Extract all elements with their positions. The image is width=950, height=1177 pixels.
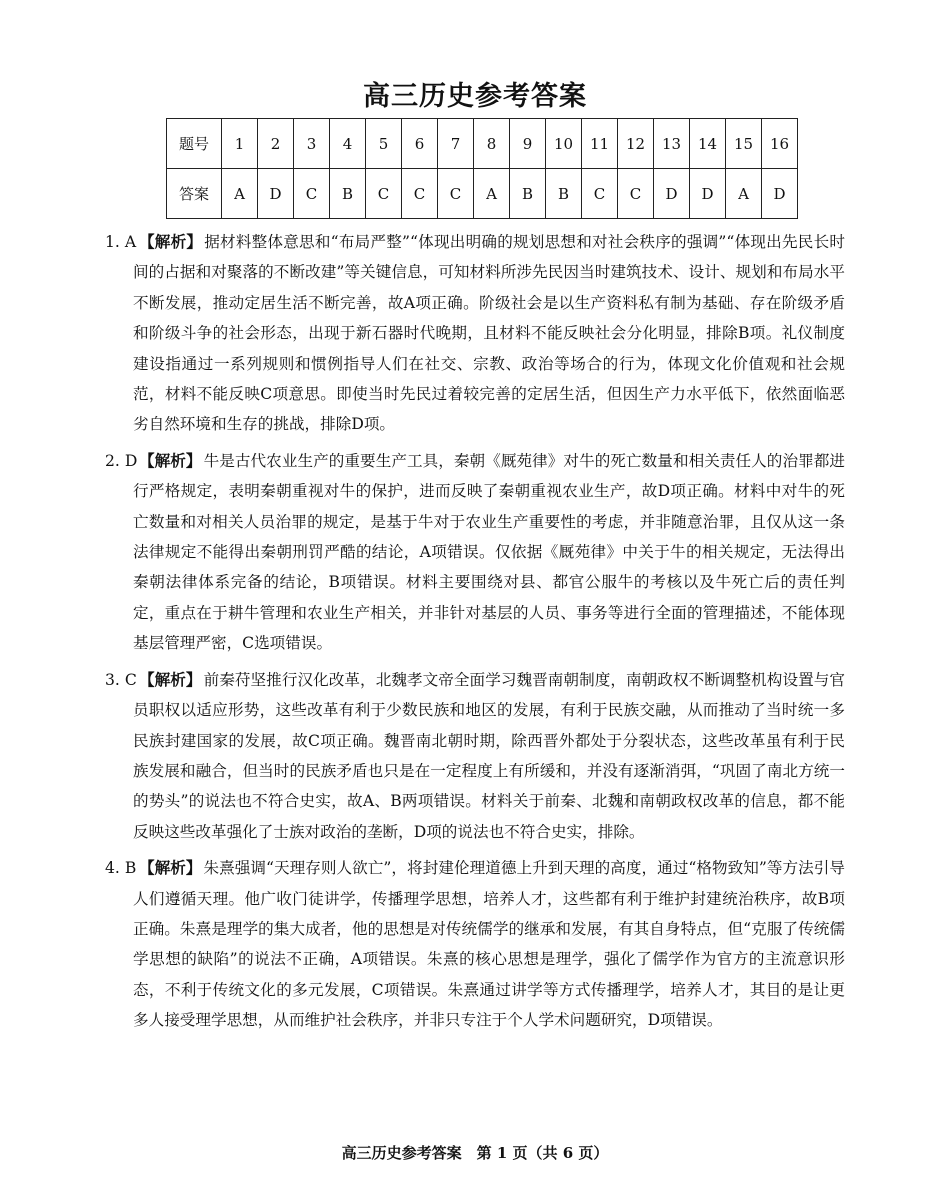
question-number-cell: 14 bbox=[690, 119, 726, 169]
question-number-cell: 15 bbox=[726, 119, 762, 169]
row-header-question: 题号 bbox=[167, 119, 222, 169]
question-number-cell: 4 bbox=[330, 119, 366, 169]
item-number: 2. D bbox=[105, 451, 138, 470]
question-number-cell: 16 bbox=[762, 119, 798, 169]
answer-cell: B bbox=[330, 169, 366, 219]
question-number-row bbox=[167, 119, 798, 169]
answer-cell: D bbox=[654, 169, 690, 219]
analysis-tag: 【解析】 bbox=[139, 858, 202, 878]
answer-cell: A bbox=[222, 169, 258, 219]
answer-cell: C bbox=[618, 169, 654, 219]
analysis-tag: 【解析】 bbox=[139, 669, 202, 689]
question-number-cell: 13 bbox=[654, 119, 690, 169]
answer-cell: C bbox=[366, 169, 402, 219]
answer-cell: C bbox=[438, 169, 474, 219]
explanation-list bbox=[105, 227, 845, 1042]
answer-cell: D bbox=[762, 169, 798, 219]
question-number-cell: 3 bbox=[294, 119, 330, 169]
item-number: 3. C bbox=[105, 670, 137, 689]
analysis-tag: 【解析】 bbox=[139, 232, 203, 251]
page-title: 高三历史参考答案 bbox=[363, 81, 587, 112]
answer-cell: C bbox=[582, 169, 618, 219]
question-number-cell: 6 bbox=[402, 119, 438, 169]
question-number-cell: 5 bbox=[366, 119, 402, 169]
page-footer: 高三历史参考答案 第 1 页（共 6 页） bbox=[341, 1144, 609, 1162]
answer-cell: B bbox=[546, 169, 582, 219]
answer-row bbox=[167, 169, 798, 219]
question-number-cell: 7 bbox=[438, 119, 474, 169]
question-number-cell: 1 bbox=[222, 119, 258, 169]
item-text: 牛是古代农业生产的重要生产工具，秦朝《厩苑律》对牛的死亡数量和相关责任人的治罪都进行严格规定，表明秦朝重视对牛的保护，进而反映了秦朝重视农业生产，故D项正确。材料中对牛的死亡数量和对相关人员治罪的规定，是基于牛对于农业生产重要性的考虑，并非随意治罪，且仅从这一条法律规定不能得出秦朝刑罚严酷的结论，A项错误。仅依据《厩苑律》中关于牛的相关规定，无法得出秦朝法律体系完备的结论，B项错误。材料主要围绕对县、都官公服牛的考核以及牛死亡后的责任判定，重点在于耕牛管理和农业生产相关，并非针对基层的人员、事务等进行全面的管理描述，不能体现基层管理严密，C选项错误。 bbox=[133, 451, 845, 653]
row-header-answer: 答案 bbox=[167, 169, 222, 219]
answer-cell: A bbox=[474, 169, 510, 219]
question-number-cell: 9 bbox=[510, 119, 546, 169]
question-number-cell: 11 bbox=[582, 119, 618, 169]
question-number-cell: 10 bbox=[546, 119, 582, 169]
answer-cell: C bbox=[402, 169, 438, 219]
answer-cell: D bbox=[258, 169, 294, 219]
item-number: 1. A bbox=[105, 233, 137, 251]
answer-cell: A bbox=[726, 169, 762, 219]
explanation-item bbox=[105, 446, 845, 659]
question-number-cell: 2 bbox=[258, 119, 294, 169]
explanation-item bbox=[105, 853, 845, 1035]
item-text: 前秦苻坚推行汉化改革，北魏孝文帝全面学习魏晋南朝制度，南朝政权不断调整机构设置与官员职权以适应形势，这些改革有利于少数民族和地区的发展，有利于民族交融，从而推动了当时统一多民族封建国家的发展，故C项正确。魏晋南北朝时期，除西晋外都处于分裂状态，这些改革虽有利于民族发展和融合，但当时的民族矛盾也只是在一定程度上有所缓和，并没有逐渐消弭，“巩固了南北方统一的势头”的说法也不符合史实，故A、B两项错误。材料关于前秦、北魏和南朝政权改革的信息，都不能反映这些改革强化了士族对政治的垄断，D项的说法也不符合史实，排除。 bbox=[133, 670, 845, 841]
answer-cell: C bbox=[294, 169, 330, 219]
item-text: 朱熹强调“天理存则人欲亡”，将封建伦理道德上升到天理的高度，通过“格物致知”等方法引导人们遵循天理。他广收门徒讲学，传播理学思想，培养人才，这些都有利于维护封建统治秩序，故B项正确。朱熹是理学的集大成者，他的思想是对传统儒学的继承和发展，有其自身特点，但“克服了传统儒学思想的缺陷”的说法不正确，A项错误。朱熹的核心思想是理学，强化了儒学作为官方的主流意识形态，不利于传统文化的多元发展，C项错误。朱熹通过讲学等方式传播理学，培养人才，其目的是让更多人接受理学思想，从而维护社会秩序，并非只专注于个人学术问题研究，D项错误。 bbox=[133, 859, 845, 1030]
analysis-tag: 【解析】 bbox=[139, 450, 202, 470]
explanation-item bbox=[105, 227, 845, 440]
answer-cell: D bbox=[690, 169, 726, 219]
question-number-cell: 8 bbox=[474, 119, 510, 169]
item-number: 4. B bbox=[105, 859, 137, 878]
explanation-item bbox=[105, 665, 845, 847]
answer-table bbox=[166, 118, 798, 219]
item-text: 据材料整体意思和“布局严整”“体现出明确的规划思想和对社会秩序的强调”“体现出先民长时间的占据和对聚落的不断改建”等关键信息，可知材料所涉先民因当时建筑技术、设计、规划和布局水平不断发展，推动定居生活不断完善，故A项正确。阶级社会是以生产资料私有制为基础、存在阶级矛盾和阶级斗争的社会形态，出现于新石器时代晚期，且材料不能反映社会分化明显，排除B项。礼仪制度建设指通过一系列规则和惯例指导人们在社交、宗教、政治等场合的行为，体现文化价值观和社会规范，材料不能反映C项意思。即使当时先民过着较完善的定居生活，但因生产力水平低下，依然面临恶劣自然环境和生存的挑战，排除D项。 bbox=[133, 233, 845, 434]
question-number-cell: 12 bbox=[618, 119, 654, 169]
answer-cell: B bbox=[510, 169, 546, 219]
